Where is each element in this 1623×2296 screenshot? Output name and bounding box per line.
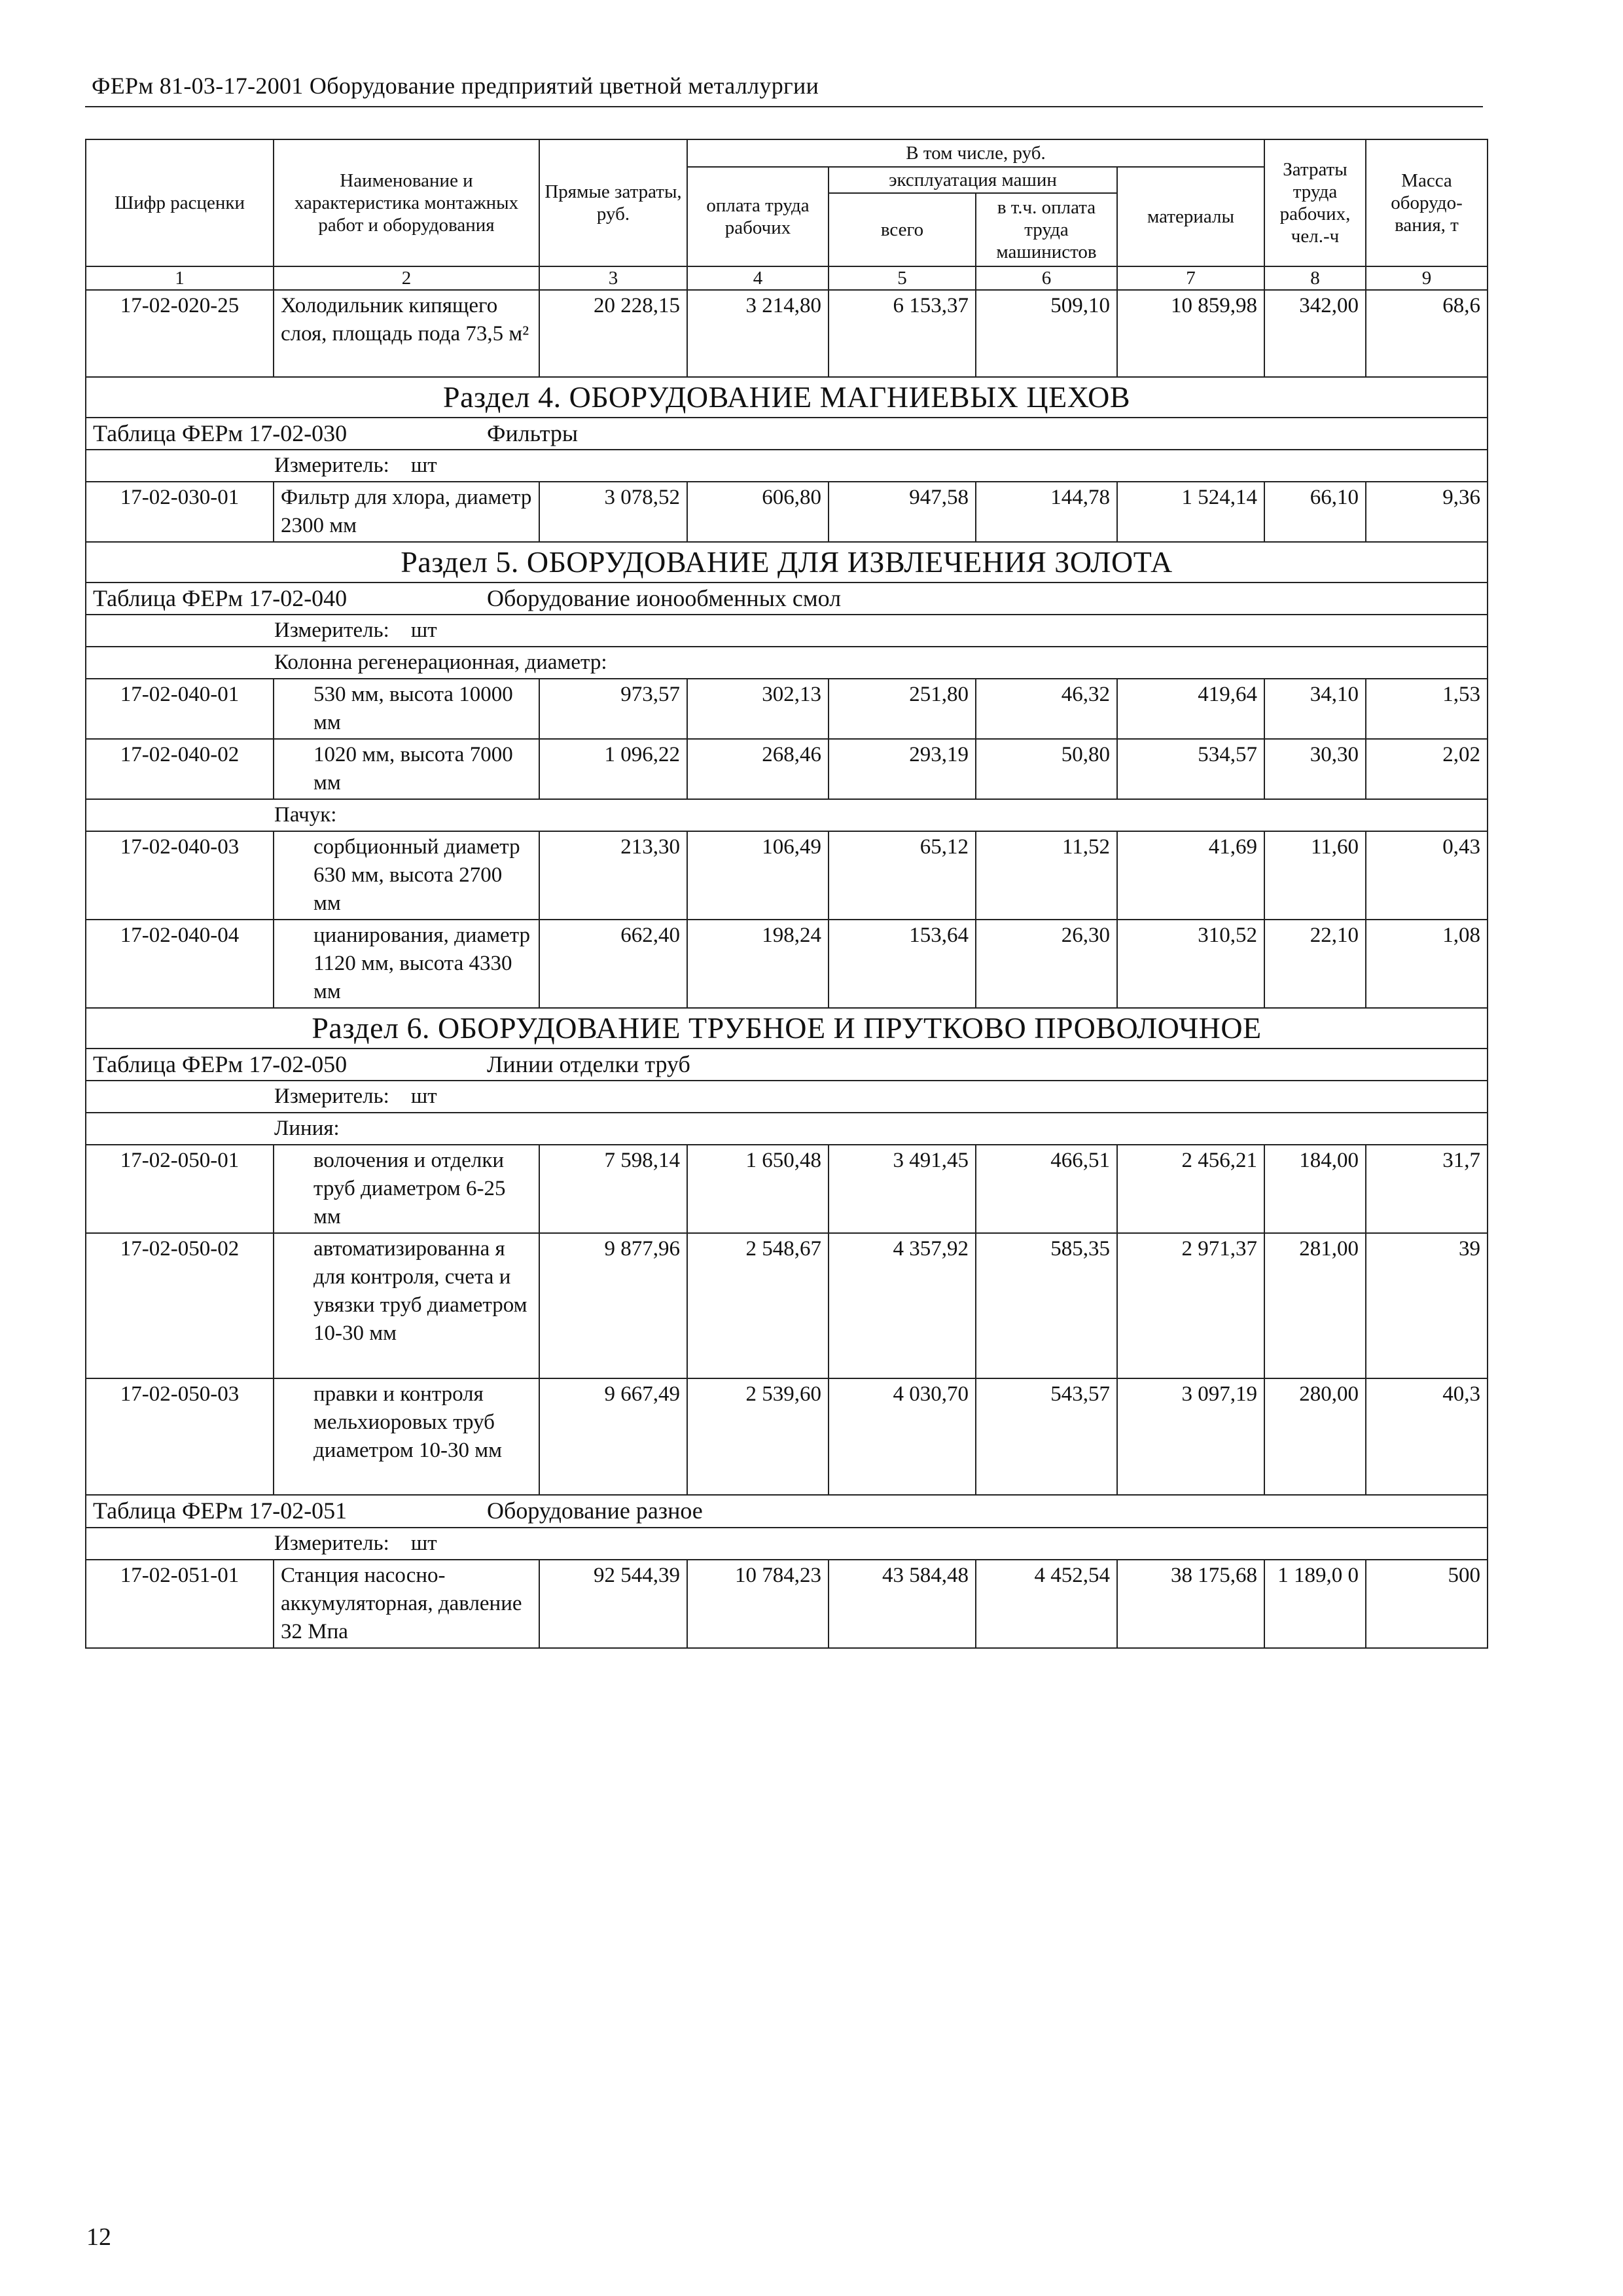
column-number: 8 — [1264, 266, 1366, 290]
document-title: ФЕРм 81-03-17-2001 Оборудование предприятий цветной металлургии — [92, 73, 819, 99]
table-row — [86, 482, 1488, 542]
row-materials: 310,52 — [1117, 920, 1264, 1008]
row-machines-total: 251,80 — [829, 679, 976, 739]
row-labor-hours: 281,00 — [1264, 1233, 1366, 1378]
row-direct-costs: 92 544,39 — [539, 1560, 687, 1648]
row-code: 17-02-040-03 — [86, 831, 274, 920]
row-code: 17-02-050-01 — [86, 1145, 274, 1233]
row-mass: 1,08 — [1366, 920, 1488, 1008]
row-direct-costs: 973,57 — [539, 679, 687, 739]
table-caption — [86, 1049, 1488, 1081]
header-machines-total: всего — [829, 193, 976, 266]
unit-value: шт — [410, 454, 437, 477]
table-row — [86, 739, 1488, 799]
header-machine-operation: эксплуатация машин — [829, 167, 1117, 193]
table-title: Линии отделки труб — [487, 1051, 690, 1077]
row-machines-total: 3 491,45 — [829, 1145, 976, 1233]
row-labor-hours: 30,30 — [1264, 739, 1366, 799]
row-materials: 10 859,98 — [1117, 290, 1264, 377]
row-operators-pay: 585,35 — [976, 1233, 1117, 1378]
table-row — [86, 831, 1488, 920]
column-number: 9 — [1366, 266, 1488, 290]
row-operators-pay: 46,32 — [976, 679, 1117, 739]
row-mass: 40,3 — [1366, 1378, 1488, 1495]
unit-label: Измеритель: — [274, 1085, 389, 1108]
column-number: 2 — [274, 266, 539, 290]
row-materials: 41,69 — [1117, 831, 1264, 920]
row-machines-total: 4 357,92 — [829, 1233, 976, 1378]
row-operators-pay: 466,51 — [976, 1145, 1117, 1233]
row-name: 530 мм, высота 10000 мм — [274, 679, 539, 739]
table-row — [86, 1560, 1488, 1648]
row-mass: 2,02 — [1366, 739, 1488, 799]
column-number: 6 — [976, 266, 1117, 290]
unit-label: Измеритель: — [274, 619, 389, 642]
unit-value: шт — [410, 619, 437, 642]
table-caption — [86, 1495, 1488, 1528]
row-operators-pay: 50,80 — [976, 739, 1117, 799]
row-machines-total: 43 584,48 — [829, 1560, 976, 1648]
row-code: 17-02-051-01 — [86, 1560, 274, 1648]
header-code: Шифр расценки — [86, 139, 274, 266]
row-name: волочения и отделки труб диаметром 6-25 мм — [274, 1145, 539, 1233]
unit-line — [86, 1528, 1488, 1560]
table-row — [86, 1145, 1488, 1233]
unit-line — [86, 1081, 1488, 1113]
row-operators-pay: 4 452,54 — [976, 1560, 1117, 1648]
header-operators-pay: в т.ч. оплата труда машинистов — [976, 193, 1117, 266]
row-code: 17-02-020-25 — [86, 290, 274, 377]
row-direct-costs: 20 228,15 — [539, 290, 687, 377]
row-mass: 39 — [1366, 1233, 1488, 1378]
table-row — [86, 290, 1488, 377]
section-title: Раздел 4. ОБОРУДОВАНИЕ МАГНИЕВЫХ ЦЕХОВ — [86, 377, 1488, 418]
header-mass: Масса оборудо-вания, т — [1366, 139, 1488, 266]
norms-table — [85, 139, 1488, 1649]
column-number: 3 — [539, 266, 687, 290]
row-labor-pay: 606,80 — [687, 482, 829, 542]
column-number: 4 — [687, 266, 829, 290]
row-code: 17-02-050-02 — [86, 1233, 274, 1378]
row-code: 17-02-040-04 — [86, 920, 274, 1008]
group-subheading: Пачук: — [86, 799, 1488, 831]
row-labor-pay: 198,24 — [687, 920, 829, 1008]
row-labor-hours: 184,00 — [1264, 1145, 1366, 1233]
row-materials: 1 524,14 — [1117, 482, 1264, 542]
row-labor-pay: 106,49 — [687, 831, 829, 920]
row-mass: 68,6 — [1366, 290, 1488, 377]
row-name: цианирования, диаметр 1120 мм, высота 4330 мм — [274, 920, 539, 1008]
row-machines-total: 293,19 — [829, 739, 976, 799]
row-machines-total: 4 030,70 — [829, 1378, 976, 1495]
row-name: 1020 мм, высота 7000 мм — [274, 739, 539, 799]
row-machines-total: 947,58 — [829, 482, 976, 542]
row-materials: 2 971,37 — [1117, 1233, 1264, 1378]
row-machines-total: 6 153,37 — [829, 290, 976, 377]
row-code: 17-02-030-01 — [86, 482, 274, 542]
table-title: Оборудование разное — [487, 1498, 703, 1524]
table-row — [86, 679, 1488, 739]
row-name: Станция насосно-аккумуляторная, давление 32 Мпа — [274, 1560, 539, 1648]
header-materials: материалы — [1117, 167, 1264, 266]
page-number: 12 — [86, 2223, 111, 2251]
row-mass: 9,36 — [1366, 482, 1488, 542]
table-code: Таблица ФЕРм 17-02-030 — [93, 420, 348, 446]
table-code: Таблица ФЕРм 17-02-051 — [93, 1498, 348, 1524]
row-operators-pay: 509,10 — [976, 290, 1117, 377]
row-materials: 3 097,19 — [1117, 1378, 1264, 1495]
row-labor-pay: 268,46 — [687, 739, 829, 799]
row-mass: 500 — [1366, 1560, 1488, 1648]
column-number: 7 — [1117, 266, 1264, 290]
table-caption — [86, 583, 1488, 615]
row-operators-pay: 26,30 — [976, 920, 1117, 1008]
row-direct-costs: 9 667,49 — [539, 1378, 687, 1495]
row-labor-pay: 10 784,23 — [687, 1560, 829, 1648]
table-code: Таблица ФЕРм 17-02-050 — [93, 1051, 348, 1077]
row-operators-pay: 543,57 — [976, 1378, 1117, 1495]
group-subheading: Линия: — [86, 1113, 1488, 1145]
row-labor-pay: 2 539,60 — [687, 1378, 829, 1495]
header-rule — [85, 106, 1483, 107]
row-operators-pay: 144,78 — [976, 482, 1117, 542]
row-direct-costs: 3 078,52 — [539, 482, 687, 542]
row-mass: 1,53 — [1366, 679, 1488, 739]
row-labor-hours: 11,60 — [1264, 831, 1366, 920]
row-name: правки и контроля мельхиоровых труб диаметром 10-30 мм — [274, 1378, 539, 1495]
row-direct-costs: 213,30 — [539, 831, 687, 920]
table-row — [86, 920, 1488, 1008]
row-materials: 534,57 — [1117, 739, 1264, 799]
unit-line — [86, 615, 1488, 647]
row-name: Фильтр для хлора, диаметр 2300 мм — [274, 482, 539, 542]
unit-value: шт — [410, 1085, 437, 1108]
header-including: В том числе, руб. — [687, 139, 1264, 167]
row-materials: 419,64 — [1117, 679, 1264, 739]
row-direct-costs: 9 877,96 — [539, 1233, 687, 1378]
row-name: сорбционный диаметр 630 мм, высота 2700 мм — [274, 831, 539, 920]
header-labor-pay: оплата труда рабочих — [687, 167, 829, 266]
row-code: 17-02-040-02 — [86, 739, 274, 799]
row-code: 17-02-050-03 — [86, 1378, 274, 1495]
table-code: Таблица ФЕРм 17-02-040 — [93, 585, 348, 611]
unit-label: Измеритель: — [274, 454, 389, 477]
header-name: Наименование и характеристика монтажных работ и оборудования — [274, 139, 539, 266]
row-labor-hours: 22,10 — [1264, 920, 1366, 1008]
row-name: автоматизированна я для контроля, счета и увязки труб диаметром 10-30 мм — [274, 1233, 539, 1378]
group-subheading: Колонна регенерационная, диаметр: — [86, 647, 1488, 679]
section-title: Раздел 6. ОБОРУДОВАНИЕ ТРУБНОЕ И ПРУТКОВО ПРОВОЛОЧНОЕ — [86, 1008, 1488, 1049]
unit-value: шт — [410, 1532, 437, 1555]
row-operators-pay: 11,52 — [976, 831, 1117, 920]
header-labor-hours: Затраты труда рабочих, чел.-ч — [1264, 139, 1366, 266]
row-labor-hours: 34,10 — [1264, 679, 1366, 739]
row-direct-costs: 7 598,14 — [539, 1145, 687, 1233]
row-labor-pay: 2 548,67 — [687, 1233, 829, 1378]
row-direct-costs: 1 096,22 — [539, 739, 687, 799]
row-labor-hours: 66,10 — [1264, 482, 1366, 542]
row-labor-pay: 3 214,80 — [687, 290, 829, 377]
table-caption — [86, 418, 1488, 450]
row-labor-hours: 280,00 — [1264, 1378, 1366, 1495]
section-title: Раздел 5. ОБОРУДОВАНИЕ ДЛЯ ИЗВЛЕЧЕНИЯ ЗОЛОТА — [86, 542, 1488, 583]
row-mass: 31,7 — [1366, 1145, 1488, 1233]
row-materials: 2 456,21 — [1117, 1145, 1264, 1233]
unit-label: Измеритель: — [274, 1532, 389, 1555]
row-machines-total: 65,12 — [829, 831, 976, 920]
row-mass: 0,43 — [1366, 831, 1488, 920]
row-labor-hours: 1 189,0 0 — [1264, 1560, 1366, 1648]
table-row — [86, 1378, 1488, 1495]
row-name: Холодильник кипящего слоя, площадь пода 73,5 м² — [274, 290, 539, 377]
table-row — [86, 1233, 1488, 1378]
header-direct-costs: Прямые затраты, руб. — [539, 139, 687, 266]
row-machines-total: 153,64 — [829, 920, 976, 1008]
row-labor-hours: 342,00 — [1264, 290, 1366, 377]
row-labor-pay: 1 650,48 — [687, 1145, 829, 1233]
row-code: 17-02-040-01 — [86, 679, 274, 739]
row-materials: 38 175,68 — [1117, 1560, 1264, 1648]
column-number: 1 — [86, 266, 274, 290]
row-labor-pay: 302,13 — [687, 679, 829, 739]
table-title: Фильтры — [487, 420, 579, 446]
row-direct-costs: 662,40 — [539, 920, 687, 1008]
unit-line — [86, 450, 1488, 482]
table-title: Оборудование ионообменных смол — [487, 585, 842, 611]
column-number: 5 — [829, 266, 976, 290]
